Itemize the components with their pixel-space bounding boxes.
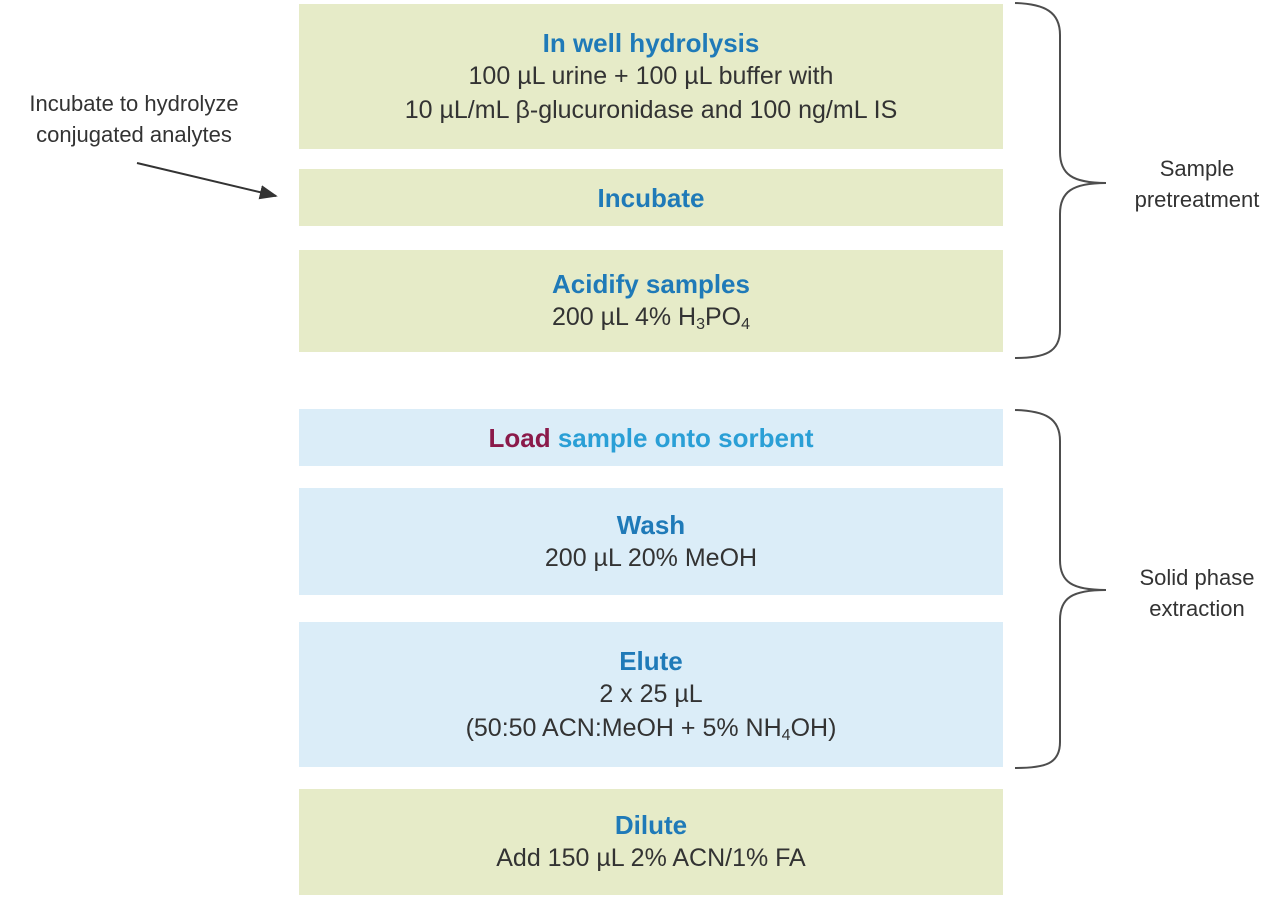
brace-sample-pretreatment [1015, 3, 1106, 358]
formula-subscript: 3 [696, 316, 705, 333]
formula-subscript: 4 [741, 316, 751, 333]
formula-part: (50:50 ACN:MeOH + 5% NH [465, 713, 782, 742]
formula-part: PO [705, 303, 742, 331]
step-detail: 100 µL urine + 100 µL buffer with [468, 61, 834, 90]
load-rest: sample onto sorbent [557, 422, 814, 453]
formula-subscript: 4 [781, 726, 791, 744]
group-label-line: extraction [1149, 596, 1245, 621]
step-title: Dilute [614, 810, 688, 840]
annotation-arrow [137, 163, 276, 196]
step-detail: Add 150 µL 2% ACN/1% FA [496, 844, 806, 872]
annotation-line: Incubate to hydrolyze [29, 91, 239, 116]
group-label-line: pretreatment [1134, 187, 1260, 212]
formula-part: OH) [790, 713, 837, 742]
step-detail: 10 µL/mL β-glucuronidase and 100 ng/mL IS [404, 95, 898, 124]
step-title: Incubate [597, 182, 705, 213]
annotation-line: conjugated analytes [36, 122, 232, 147]
brace-solid-phase-extraction [1015, 410, 1106, 768]
step-title: Elute [619, 645, 683, 676]
group-label-line: Sample [1159, 156, 1235, 181]
step-title: Acidify samples [552, 269, 750, 299]
step-detail: 200 µL 20% MeOH [544, 543, 758, 572]
step-title: In well hydrolysis [542, 27, 760, 58]
load-word: Load [488, 422, 551, 453]
group-label-line: Solid phase [1139, 565, 1255, 590]
step-detail: 2 x 25 µL [599, 679, 703, 708]
step-title: Wash [616, 509, 686, 540]
formula-part: 200 µL 4% H [551, 303, 697, 331]
